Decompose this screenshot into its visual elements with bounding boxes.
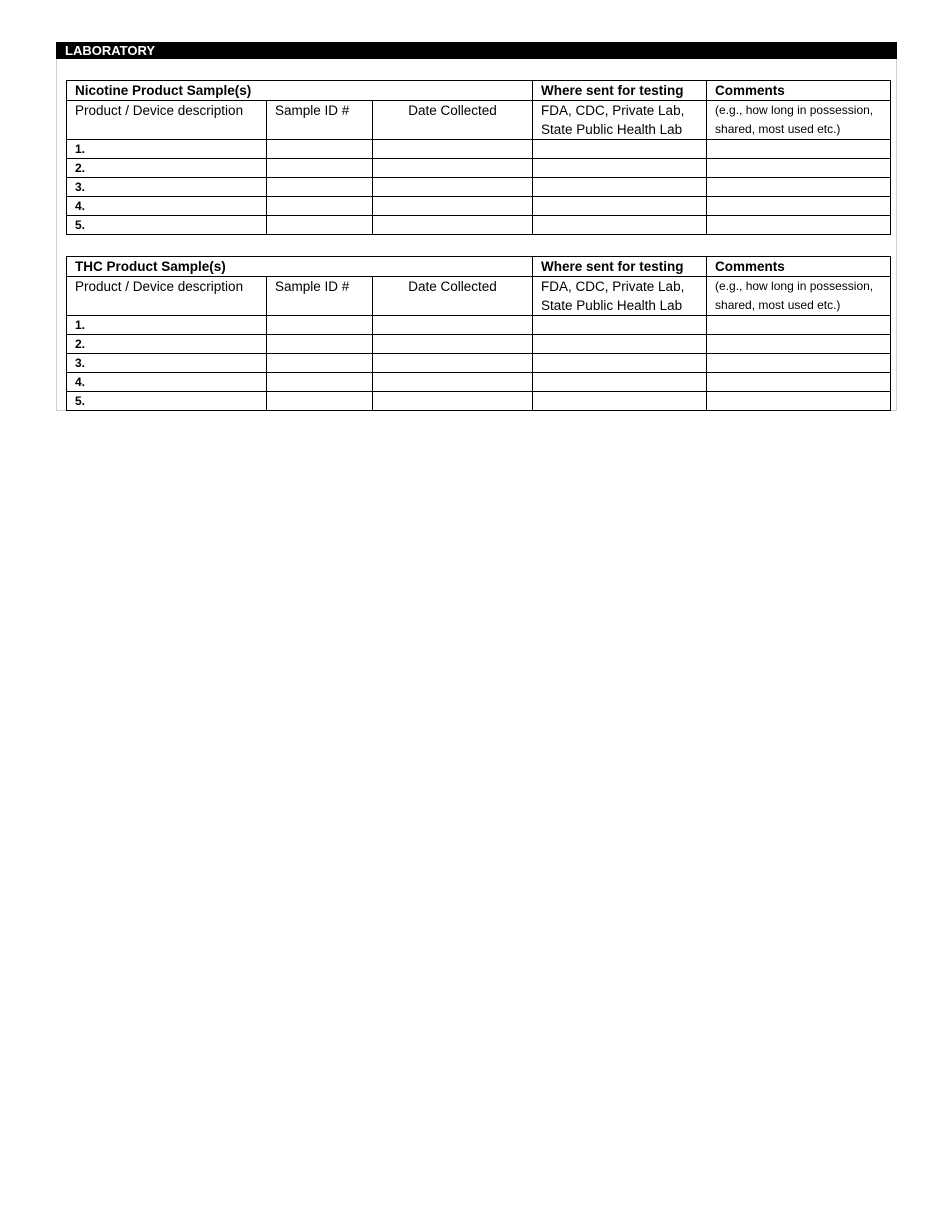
sample-id-cell[interactable] <box>267 373 373 392</box>
table-row <box>67 392 891 411</box>
date-collected-cell[interactable] <box>373 178 533 197</box>
date-collected-column-header: Date Collected <box>373 101 533 140</box>
row-number: 1. <box>67 140 267 159</box>
laboratory-section <box>56 42 897 411</box>
row-number: 2. <box>67 159 267 178</box>
comments-hint: (e.g., how long in possession, shared, most used etc.) <box>707 277 891 316</box>
table-row <box>67 335 891 354</box>
where-sent-cell[interactable] <box>533 197 707 216</box>
row-number: 5. <box>67 392 267 411</box>
row-number: 5. <box>67 216 267 235</box>
date-collected-cell[interactable] <box>373 159 533 178</box>
comments-cell[interactable] <box>707 354 891 373</box>
comments-cell[interactable] <box>707 178 891 197</box>
date-collected-cell[interactable] <box>373 216 533 235</box>
where-sent-cell[interactable] <box>533 335 707 354</box>
date-collected-cell[interactable] <box>373 354 533 373</box>
comments-cell[interactable] <box>707 373 891 392</box>
table-row <box>67 159 891 178</box>
sample-id-cell[interactable] <box>267 316 373 335</box>
date-collected-cell[interactable] <box>373 373 533 392</box>
sample-id-cell[interactable] <box>267 178 373 197</box>
where-sent-cell[interactable] <box>533 354 707 373</box>
where-sent-cell[interactable] <box>533 392 707 411</box>
date-collected-column-header: Date Collected <box>373 277 533 316</box>
sample-id-column-header: Sample ID # <box>267 277 373 316</box>
row-number: 3. <box>67 354 267 373</box>
description-column-header: Product / Device description <box>67 277 267 316</box>
table-row <box>67 178 891 197</box>
table-row <box>67 140 891 159</box>
table-title: Nicotine Product Sample(s) <box>67 81 533 101</box>
where-sent-cell[interactable] <box>533 216 707 235</box>
comments-cell[interactable] <box>707 159 891 178</box>
section-title: LABORATORY <box>56 42 897 59</box>
table-title-row <box>67 257 891 277</box>
sample-id-cell[interactable] <box>267 159 373 178</box>
comments-cell[interactable] <box>707 392 891 411</box>
comments-cell[interactable] <box>707 216 891 235</box>
comments-cell[interactable] <box>707 316 891 335</box>
date-collected-cell[interactable] <box>373 392 533 411</box>
where-sent-header: Where sent for testing <box>533 257 707 277</box>
table-title-row <box>67 81 891 101</box>
column-header-row <box>67 101 891 140</box>
comments-cell[interactable] <box>707 335 891 354</box>
comments-header: Comments <box>707 81 891 101</box>
sample-id-cell[interactable] <box>267 216 373 235</box>
sample-id-cell[interactable] <box>267 335 373 354</box>
table-row <box>67 373 891 392</box>
where-sent-cell[interactable] <box>533 159 707 178</box>
table-row <box>67 354 891 373</box>
description-column-header: Product / Device description <box>67 101 267 140</box>
row-number: 2. <box>67 335 267 354</box>
where-sent-options: FDA, CDC, Private Lab, State Public Health Lab <box>533 277 707 316</box>
where-sent-header: Where sent for testing <box>533 81 707 101</box>
where-sent-options: FDA, CDC, Private Lab, State Public Health Lab <box>533 101 707 140</box>
date-collected-cell[interactable] <box>373 197 533 216</box>
thc-samples-table <box>66 256 891 411</box>
comments-header: Comments <box>707 257 891 277</box>
date-collected-cell[interactable] <box>373 140 533 159</box>
row-number: 1. <box>67 316 267 335</box>
date-collected-cell[interactable] <box>373 316 533 335</box>
table-row <box>67 197 891 216</box>
table-row <box>67 216 891 235</box>
table-row <box>67 316 891 335</box>
row-number: 3. <box>67 178 267 197</box>
nicotine-samples-table <box>66 80 891 235</box>
row-number: 4. <box>67 197 267 216</box>
sample-id-cell[interactable] <box>267 197 373 216</box>
sample-id-cell[interactable] <box>267 354 373 373</box>
sample-id-cell[interactable] <box>267 392 373 411</box>
where-sent-cell[interactable] <box>533 140 707 159</box>
comments-hint: (e.g., how long in possession, shared, most used etc.) <box>707 101 891 140</box>
comments-cell[interactable] <box>707 140 891 159</box>
comments-cell[interactable] <box>707 197 891 216</box>
date-collected-cell[interactable] <box>373 335 533 354</box>
sample-id-column-header: Sample ID # <box>267 101 373 140</box>
table-title: THC Product Sample(s) <box>67 257 533 277</box>
sample-id-cell[interactable] <box>267 140 373 159</box>
where-sent-cell[interactable] <box>533 178 707 197</box>
column-header-row <box>67 277 891 316</box>
row-number: 4. <box>67 373 267 392</box>
where-sent-cell[interactable] <box>533 373 707 392</box>
where-sent-cell[interactable] <box>533 316 707 335</box>
